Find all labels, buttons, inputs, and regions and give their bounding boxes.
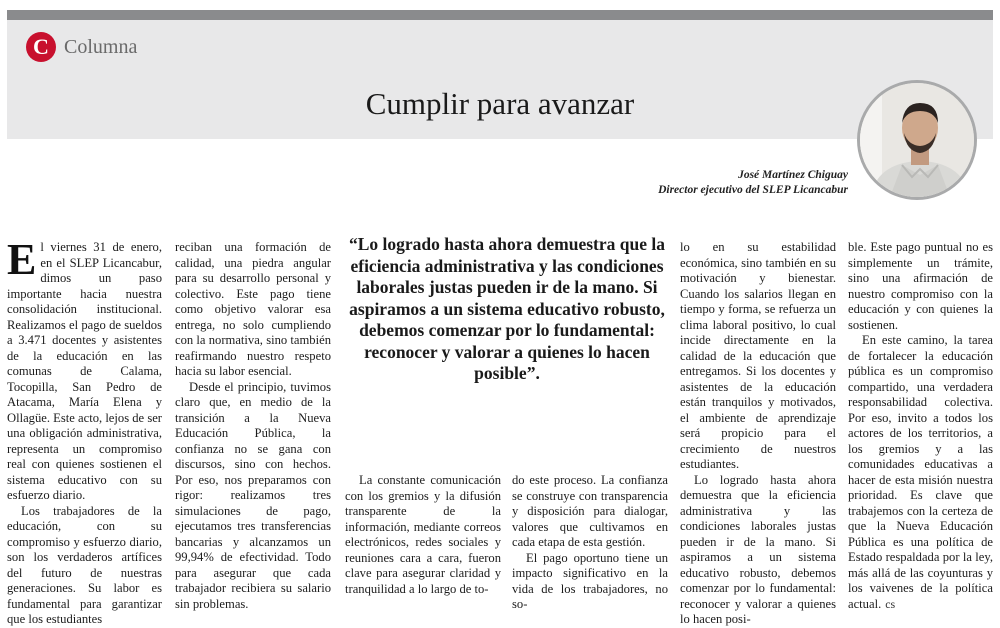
author-photo [857, 80, 977, 200]
column-3 [345, 473, 501, 597]
paragraph: l viernes 31 de enero, en el SLEP Licancabur, dimos un paso importante hacia nuestra consolidación institucional. Realizamos el pago de sueldos a 3.471 docentes y asistentes de la educación en las comunas de Calama, Tocopilla, San Pedro de Atacama, María Elena y Ollagüe. Este acto, lejos de ser una obligación administrativa, representa un compromiso real con quienes sostienen el sistema educativo con su esfuerzo diario. [7, 240, 162, 502]
column-logo-icon: C [26, 32, 56, 62]
paragraph: reciban una formación de calidad, una piedra angular para su desarrollo personal y colectivo. Este pago tiene como objetivo valorar esa entrega, no solo cumpliendo con la normativa, sino también reafirmando nuestro respeto hacia su labor esencial. [175, 240, 331, 378]
paragraph: Desde el principio, tuvimos claro que, en medio de la transición a la Nueva Educación Pública, la confianza no se gana con discursos, sino con hechos. Por eso, nos preparamos con rigor: realizamos tres simulaciones de pago, ejecutamos tres transferencias bancarias y alcanzamos un 99,94% de efectividad. Todo para asegurar que cada trabajador recibiera su salario sin problemas. [175, 379, 331, 611]
headline: Cumplir para avanzar [365, 86, 635, 121]
column-5 [680, 240, 836, 628]
paragraph: Lo logrado hasta ahora demuestra que la eficiencia administrativa y las condiciones laborales justas pueden ir de la mano. Si aspiramos a un sistema educativo robusto, debemos comenzar por lo fundamental: reconocer y valorar a quienes lo hacen posi- [680, 472, 836, 626]
author-role: Director ejecutivo del SLEP Licancabur [658, 184, 848, 196]
author-name: José Martínez Chiguay [738, 169, 848, 181]
column-2 [175, 240, 331, 612]
column-6 [848, 240, 993, 612]
section-label: Columna [64, 36, 138, 58]
author-byline [658, 168, 848, 198]
column-4 [512, 473, 668, 613]
paragraph [848, 333, 993, 612]
paragraph: ble. Este pago puntual no es simplemente un trámite, sino una afirmación de nuestro compromiso con la educación y con quienes la sostienen. [848, 240, 993, 332]
paragraph: Los trabajadores de la educación, con su compromiso y esfuerzo diario, son los verdaderos artífices del futuro de nuestras generaciones. Su labor es fundamental para garantizar que los estudiantes [7, 503, 162, 626]
end-mark-icon: cs [885, 596, 896, 611]
column-1 [7, 235, 162, 628]
top-rule [7, 10, 993, 20]
paragraph: La constante comunicación con los gremios y la difusión transparente de la información, mediante correos electrónicos, redes sociales y reuniones cara a cara, fueron clave para asegurar claridad y tranquilidad a lo largo de to- [345, 473, 501, 596]
paragraph: do este proceso. La confianza se construye con transparencia y disposición para dialogar, valores que cultivamos en cada etapa de esta gestión. [512, 473, 668, 549]
paragraph-text: En este camino, la tarea de fortalecer la educación pública es un compromiso compartido, una verdadera responsabilidad colectiva. Por eso, invito a todos los actores de los territorios, a los gremios y a las comunidades educativas a hacer de esta misión nuestra prioridad. Es clave que trabajemos con la certeza de que la Nueva Educación Pública es una política de Estado respaldada por la ley, más allá de las coyunturas y los vaivenes de la política actual. [848, 333, 993, 611]
paragraph: lo en su estabilidad económica, sino también en su motivación y bienestar. Cuando los salarios llegan en tiempo y forma, se refuerza un clima laboral positivo, lo cual incide directamente en la calidad de la educación que entregamos. Si los docentes y asistentes de la educación están tranquilos y motivados, el ambiente de aprendizaje será propicio para el crecimiento de nuestros estudiantes. [680, 240, 836, 471]
pull-quote: “Lo logrado hasta ahora demuestra que la eficiencia administrativa y las condiciones laborales justas pueden ir de la mano. Si aspiramos a un sistema educativo robusto, debemos comenzar por lo fundamental: reconocer y valorar a quienes lo hacen posible”. [349, 234, 665, 383]
drop-cap: E [7, 235, 37, 284]
paragraph: El pago oportuno tiene un impacto significativo en la vida de los trabajadores, no so- [512, 550, 668, 611]
